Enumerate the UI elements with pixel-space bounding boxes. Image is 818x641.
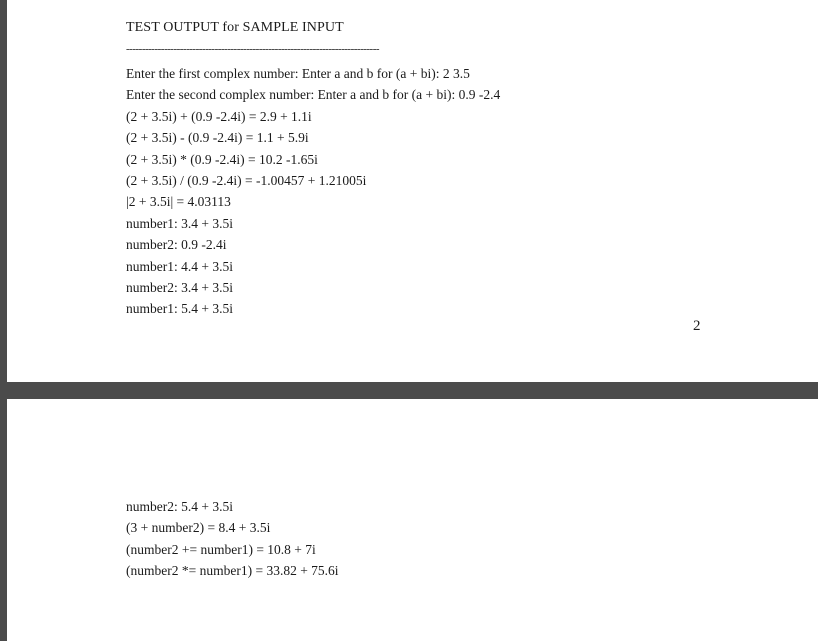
output-heading: TEST OUTPUT for SAMPLE INPUT bbox=[126, 20, 344, 35]
output-line: Enter the second complex number: Enter a and b for (a + bi): 0.9 -2.4 bbox=[126, 87, 501, 103]
output-lines bbox=[126, 496, 339, 582]
dashed-divider: -------------------------------------------------------------------------------- bbox=[126, 43, 380, 55]
output-line: (number2 += number1) = 10.8 + 7i bbox=[126, 541, 316, 557]
output-line: number2: 3.4 + 3.5i bbox=[126, 280, 233, 296]
page bbox=[7, 399, 818, 641]
page-number: 2 bbox=[693, 318, 701, 334]
page bbox=[7, 0, 818, 382]
output-line: (number2 *= number1) = 33.82 + 75.6i bbox=[126, 563, 339, 579]
output-line: number2: 0.9 -2.4i bbox=[126, 237, 227, 253]
output-lines bbox=[126, 63, 500, 320]
output-line: |2 + 3.5i| = 4.03113 bbox=[126, 194, 231, 210]
output-line: (2 + 3.5i) + (0.9 -2.4i) = 2.9 + 1.1i bbox=[126, 108, 312, 124]
output-line: number1: 3.4 + 3.5i bbox=[126, 215, 233, 231]
output-line: number1: 5.4 + 3.5i bbox=[126, 301, 233, 317]
output-line: (2 + 3.5i) - (0.9 -2.4i) = 1.1 + 5.9i bbox=[126, 130, 309, 146]
output-line: Enter the first complex number: Enter a and b for (a + bi): 2 3.5 bbox=[126, 66, 470, 81]
output-line: number1: 4.4 + 3.5i bbox=[126, 258, 233, 274]
output-line: number2: 5.4 + 3.5i bbox=[126, 499, 233, 514]
output-line: (2 + 3.5i) * (0.9 -2.4i) = 10.2 -1.65i bbox=[126, 151, 318, 167]
output-line: (3 + number2) = 8.4 + 3.5i bbox=[126, 520, 271, 536]
output-line: (2 + 3.5i) / (0.9 -2.4i) = -1.00457 + 1.21005i bbox=[126, 173, 367, 189]
